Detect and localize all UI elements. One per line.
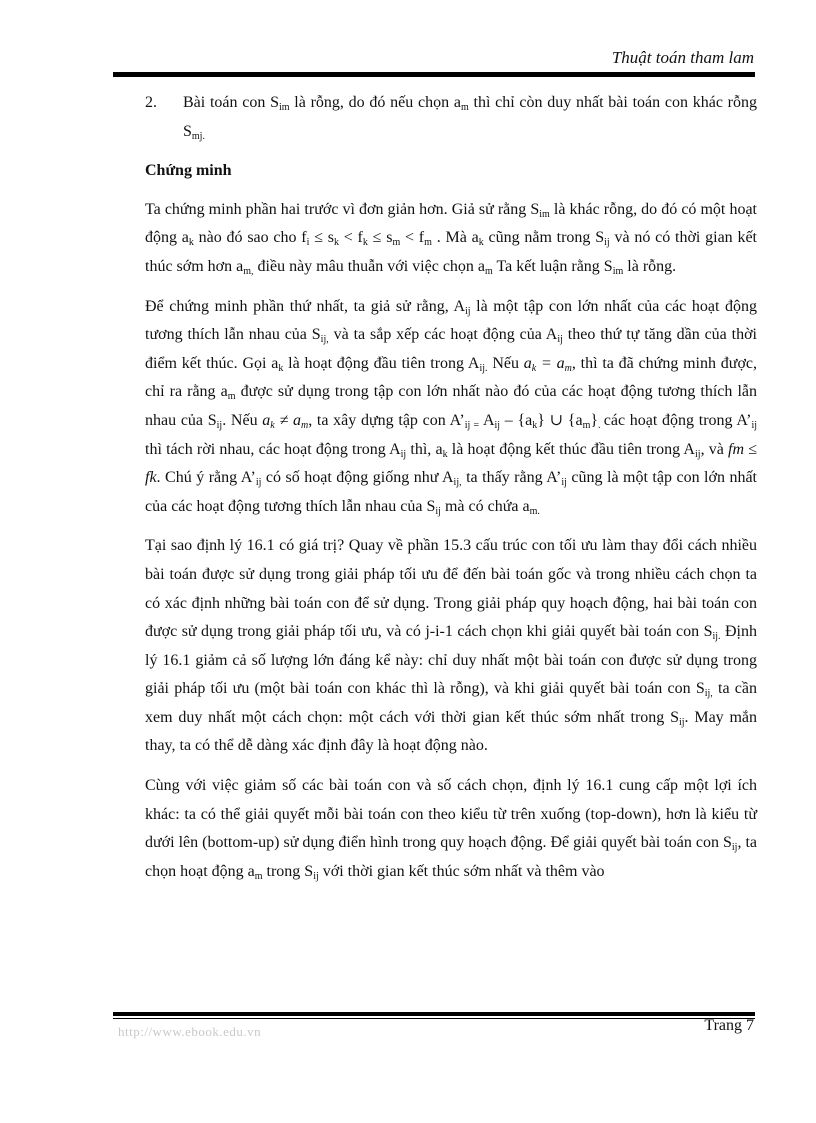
text-run: là rỗng. xyxy=(623,257,677,275)
text-run: , thì ta đã chứng minh được, chỉ ra rằng a xyxy=(145,354,758,401)
text-run: điều này mâu thuẫn với việc chọn a xyxy=(253,257,486,275)
text-run: Ta chứng minh phần hai trước vì đơn giản hơn. Giả sử rằng S xyxy=(145,200,540,218)
header-rule xyxy=(113,72,755,77)
text-run: là khác rỗng, do đó có một hoạt động a xyxy=(145,200,757,247)
text-run: } xyxy=(590,411,599,429)
text-run: < f xyxy=(338,229,363,247)
text-run: ≤ s xyxy=(309,229,334,247)
subscript: ij xyxy=(400,448,407,460)
subscript: ij = xyxy=(464,419,480,431)
text-run: thì, a xyxy=(406,440,443,458)
text-run: A xyxy=(479,411,495,429)
paragraph-2 xyxy=(145,293,757,522)
subscript: ij xyxy=(313,870,319,882)
math-italic xyxy=(524,355,572,372)
subscript: m xyxy=(424,237,432,249)
running-header: Thuật toán tham lam xyxy=(611,48,754,67)
text-run: cũng là một tập con lớn nhất của các hoạt động tương thích lẫn nhau của S xyxy=(145,469,758,515)
subscript: m xyxy=(485,265,493,277)
subscript: . xyxy=(598,419,604,431)
section-heading: Chứng minh xyxy=(145,162,232,180)
text-run: được sử dụng trong tập con lớn nhất nào đó của các hoạt động tương thích lẫn nhau của S xyxy=(145,383,758,429)
text-run: và nó có thời gian kết thúc sớm hơn a xyxy=(145,229,757,275)
subscript: m xyxy=(582,419,591,431)
text-run: là một tập con lớn nhất của các hoạt động tương thích lẫn nhau của S xyxy=(145,297,758,344)
text-run: Định lý 16.1 giảm cả số lượng lớn đáng kể này: chỉ duy nhất một bài toán con được sử dụng trong giải pháp tối ưu (một bài toán con khác thì là rỗng), và khi giải quyết bài toán con S xyxy=(145,623,758,698)
subscript: ij xyxy=(561,477,567,489)
text-run: và ta sắp xếp các hoạt động của A xyxy=(328,326,558,344)
subscript: ij xyxy=(751,419,758,431)
subscript: i xyxy=(306,237,310,249)
text-run: < f xyxy=(400,229,425,247)
subscript: ij xyxy=(494,419,501,431)
text-run: , ta xây dựng tập con A’ xyxy=(308,411,465,429)
subscript: m, xyxy=(243,265,254,277)
subscript: ij xyxy=(695,448,701,460)
subscript: k xyxy=(188,237,194,249)
subscript: ij xyxy=(731,842,738,854)
text-run: Ta kết luận rằng S xyxy=(492,257,613,275)
text-run: nào đó sao cho f xyxy=(193,229,307,247)
text-run: mà có chứa a xyxy=(440,497,530,515)
subscript: ij xyxy=(678,716,685,728)
subscript: m xyxy=(460,102,469,113)
subscript: ij xyxy=(435,505,441,517)
subscript: k xyxy=(532,419,538,431)
math-italic: fm ≤ fk xyxy=(145,440,758,487)
subscript: ij xyxy=(604,237,610,249)
subscript: m xyxy=(392,237,401,249)
math-var: ≠ a xyxy=(274,411,301,429)
text-run: . Chú ý rằng A’ xyxy=(156,469,256,487)
text-run: . Mà a xyxy=(431,229,479,247)
text-run: } ∪ {a xyxy=(537,411,583,429)
subscript: im xyxy=(279,102,290,113)
text-run: là rỗng, do đó nếu chọn a xyxy=(289,94,461,111)
paragraph-1 xyxy=(145,196,757,282)
text-run: là hoạt động đầu tiên trong A xyxy=(283,354,480,372)
text-run: cũng nằm trong S xyxy=(483,229,605,247)
text-run: ta cần xem duy nhất một cách chọn: một cách với thời gian kết thúc sớm nhất trong S xyxy=(145,680,758,726)
text-run: thì chỉ còn duy nhất bài toán con khác rỗng S xyxy=(183,94,758,140)
text-run: Tại sao định lý 16.1 có giá trị? Quay về phần 15.3 cấu trúc con tối ưu làm thay đổi cách nhiều bài toán được sử dụng trong giải pháp tối ưu để đến bài toán gốc và trong nhiều cách chọn ta có xác định những bài toán con để sử dụng. Trong giải pháp quy hoạch động, hai bài toán con được sử dụng trong giải pháp tối ưu, và có j-i-1 cách chọn khi giải quyết bài toán con S xyxy=(145,537,757,641)
list-item-2 xyxy=(145,89,757,146)
math-var: a xyxy=(262,411,271,429)
subscript: ij, xyxy=(704,688,713,700)
subscript: ij xyxy=(557,334,563,346)
subscript: k xyxy=(333,237,339,249)
subscript: im xyxy=(612,265,624,277)
text-run: . May mắn thay, ta có thể dễ dàng xác định đây là hoạt động nào. xyxy=(145,708,758,755)
text-run: Cùng với việc giảm số các bài toán con và số cách chọn, định lý 16.1 cung cấp một lợi ích khác: ta có thể giải quyết mỗi bài toán con theo kiểu từ trên xuống (top-down), hơn là kiểu từ dưới lên (bottom-up) sử dụng điển hình trong quy hoạch động. Để giải quyết bài toán con S xyxy=(145,777,757,852)
footer-rule-thin xyxy=(113,1018,755,1019)
subscript: ij xyxy=(465,305,471,317)
subscript: k xyxy=(531,362,537,374)
subscript: k xyxy=(442,448,448,460)
paragraph-3 xyxy=(145,532,757,761)
subscript: m xyxy=(227,391,236,403)
text-run: trong S xyxy=(262,862,314,880)
footer-url: http://www.ebook.edu.vn xyxy=(118,1024,262,1039)
text-run: Bài toán con S xyxy=(183,94,279,111)
subscript: k xyxy=(270,419,275,431)
subscript: m xyxy=(300,419,309,431)
subscript: ij. xyxy=(479,362,488,374)
text-run: là hoạt động kết thúc đầu tiên trong A xyxy=(447,440,695,458)
subscript: k xyxy=(278,362,284,374)
text-run: – {a xyxy=(500,411,533,429)
text-run: , và xyxy=(700,440,729,458)
text-run: thì tách rời nhau, các hoạt động trong A xyxy=(145,440,401,458)
page-body xyxy=(145,89,757,897)
subscript: ij xyxy=(255,477,262,489)
paragraph-4 xyxy=(145,772,757,886)
page-number: Trang 7 xyxy=(704,1017,754,1034)
text-run: với thời gian kết thúc sớm nhất và thêm vào xyxy=(318,862,605,880)
math-var: a xyxy=(523,354,532,372)
subscript: ij xyxy=(216,419,223,431)
subscript: m xyxy=(564,362,572,374)
subscript: ij. xyxy=(712,631,721,643)
math-italic xyxy=(262,412,308,429)
subscript: mj. xyxy=(191,130,205,142)
subscript: k xyxy=(478,237,484,249)
text-run: theo thứ tự tăng dần của thời điểm kết thúc. Gọi a xyxy=(145,326,758,372)
subscript: ij, xyxy=(320,334,329,346)
footer-rule-thick xyxy=(113,1012,755,1016)
text-run: có số hoạt động giống như A xyxy=(261,469,454,487)
text-run: ≤ s xyxy=(367,229,393,247)
text-run: , ta chọn hoạt động a xyxy=(145,834,757,880)
text-run: Nếu xyxy=(487,354,524,372)
text-run: các hoạt động trong A’ xyxy=(603,411,752,429)
subscript: im xyxy=(539,208,550,220)
subscript: m xyxy=(254,870,263,882)
subscript: ij, xyxy=(453,477,462,489)
list-number: 2. xyxy=(145,94,157,111)
math-var: = a xyxy=(536,354,565,372)
subscript: k xyxy=(362,237,368,249)
text-run: . Nếu xyxy=(222,411,263,429)
text-run: ta thấy rằng A’ xyxy=(461,469,562,487)
text-run: Để chứng minh phần thứ nhất, ta giả sử rằng, A xyxy=(145,297,466,315)
subscript: m. xyxy=(529,505,540,517)
